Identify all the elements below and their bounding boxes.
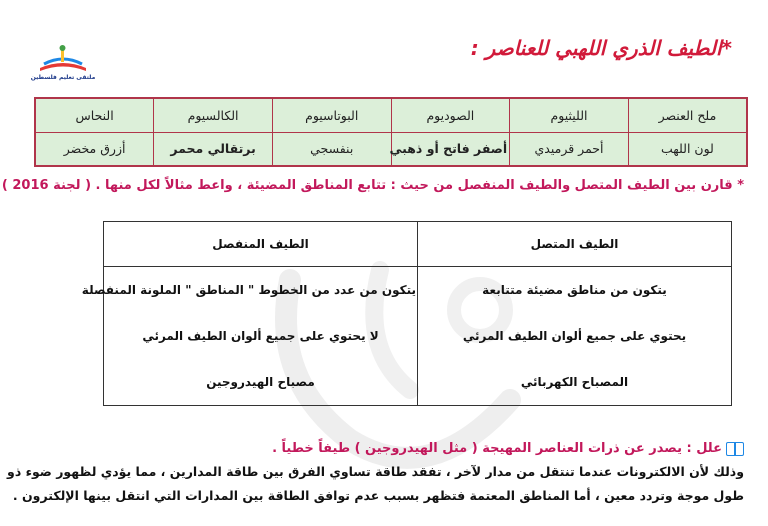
question-text: * قارن بين الطيف المتصل والطيف المنفصل من حيث : تتابع المناطق المضيئة ، واعط مثالاً لكل منها . ( لجنة 2016 ) (1, 178, 744, 193)
column-header: الطيف المنفصل (104, 222, 418, 267)
table-row (35, 98, 747, 132)
table-cell: الكالسيوم (154, 98, 273, 132)
flame-color-table (34, 97, 748, 167)
table-cell: أصفر فاتح أو ذهبي (391, 132, 510, 166)
table-row (104, 267, 732, 314)
table-cell: برتقالي محمر (154, 132, 273, 166)
table-row (104, 313, 732, 359)
table-cell: المصباح الكهربائي (418, 359, 732, 406)
site-logo (28, 44, 98, 84)
explanation-line: وذلك لأن الالكترونات عندما تنتقل من مدار لآخر ، تفقد طاقة تساوي الفرق بين طاقة المدارين ، مما يؤدي لظهور ضوء ذو (7, 464, 744, 479)
table-cell: البوتاسيوم (272, 98, 391, 132)
table-cell: يتكون من مناطق مضيئة متتابعة (418, 267, 732, 314)
column-header: الطيف المتصل (418, 222, 732, 267)
table-header-row (104, 222, 732, 267)
table-cell: بنفسجي (272, 132, 391, 166)
table-cell: لا يحتوي على جميع ألوان الطيف المرئي (104, 313, 418, 359)
table-cell: النحاس (35, 98, 154, 132)
table-cell: مصباح الهيدروجين (104, 359, 418, 406)
table-cell: الصوديوم (391, 98, 510, 132)
table-cell: أحمر قرميدي (510, 132, 629, 166)
table-cell: ملح العنصر (628, 98, 747, 132)
note-text: علل : يصدر عن ذرات العناصر المهيجة ( مثل الهيدروجين ) طيفاً خطياً . (272, 441, 722, 456)
table-cell: يحتوي على جميع ألوان الطيف المرئي (418, 313, 732, 359)
logo-caption: ملتقى تعليم فلسطين (30, 74, 96, 81)
spectrum-comparison-table (81, 221, 732, 406)
table-row (35, 132, 747, 166)
table-cell: أزرق مخضر (35, 132, 154, 166)
explanation-line: طول موجة وتردد معين ، أما المناطق المعتمة فتظهر بسبب عدم توافق الطاقة بين المدارات التي انتقل بينها الإلكترون . (12, 488, 744, 503)
book-icon (726, 442, 744, 456)
table-cell: لون اللهب (628, 132, 747, 166)
note-line (272, 441, 744, 456)
page-title: *الطيف الذري اللهبي للعناصر : (470, 36, 732, 60)
table-cell: الليثيوم (510, 98, 629, 132)
table-row (104, 359, 732, 406)
book-logo-icon (28, 44, 98, 74)
table-cell: يتكون من عدد من الخطوط " المناطق " الملونة المنفصلة (104, 267, 418, 314)
